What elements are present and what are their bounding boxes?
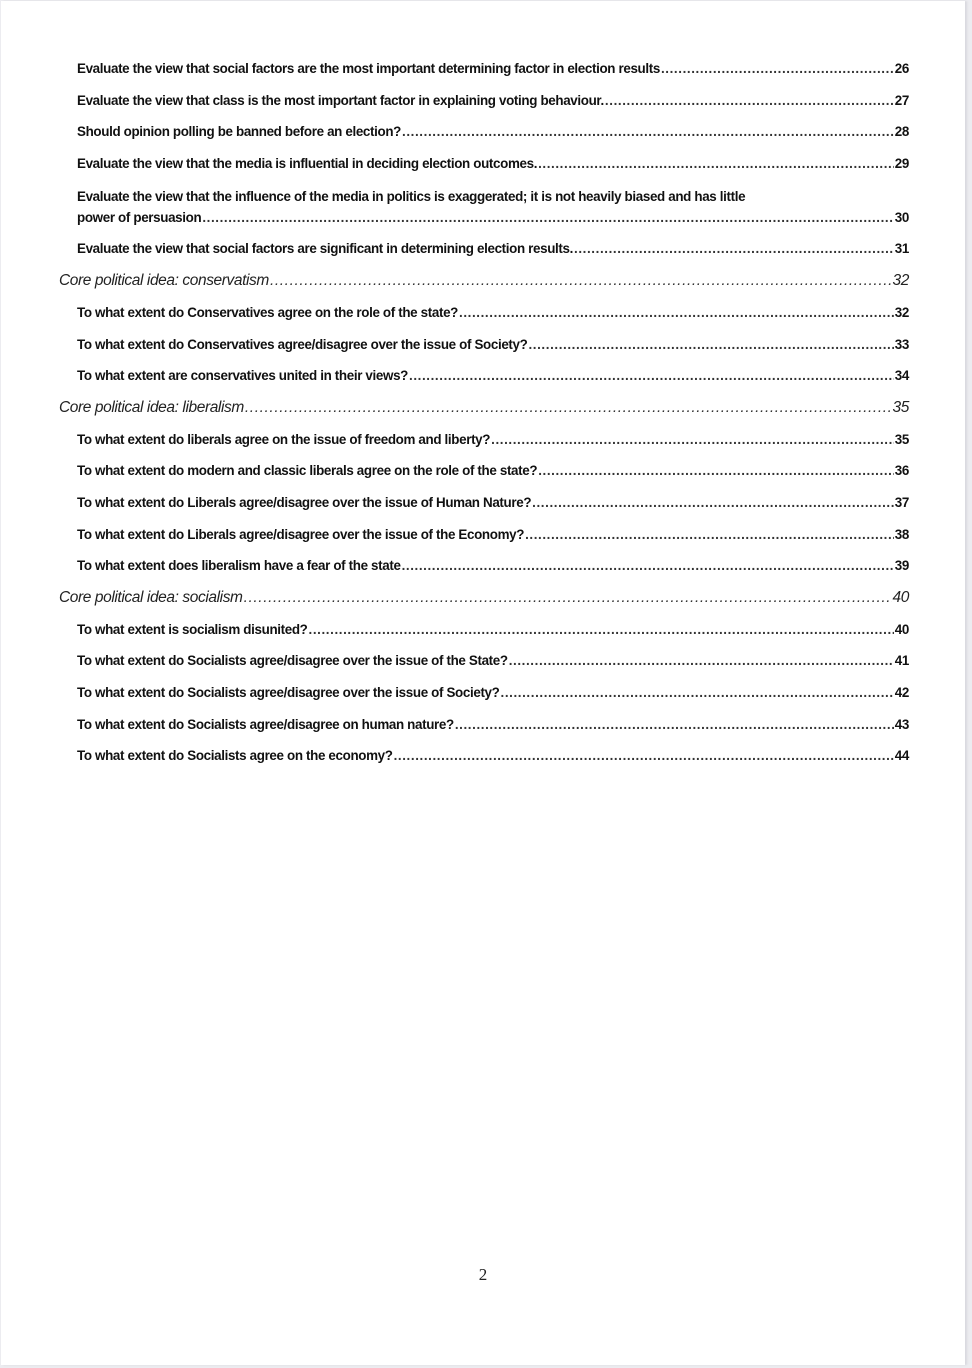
toc-entry-page: 40: [894, 621, 909, 637]
toc-entry-page: 39: [894, 558, 909, 574]
toc-entry-title: To what extent do Conservatives agree/disagree over the issue of Society?: [77, 336, 528, 352]
toc-entry-page: 41: [894, 653, 909, 669]
toc-entry[interactable]: [59, 715, 909, 735]
toc-entry-title: Evaluate the view that class is the most important factor in explaining voting behaviour.: [77, 92, 604, 108]
toc-entry-title: Evaluate the view that social factors are significant in determining election results.: [77, 241, 574, 257]
dot-leader: [574, 239, 894, 259]
toc-entry[interactable]: [59, 493, 909, 513]
toc-entry[interactable]: [59, 746, 909, 766]
toc-entry-title: To what extent do Socialists agree/disagree over the issue of the State?: [77, 653, 508, 669]
dot-leader: [528, 335, 893, 355]
toc-entry[interactable]: [59, 303, 909, 323]
dot-leader: [402, 122, 894, 142]
toc-entry-title: To what extent are conservatives united in their views?: [77, 368, 408, 384]
dot-leader: [605, 91, 894, 111]
toc-entry[interactable]: [59, 620, 909, 640]
dot-leader: [270, 271, 892, 291]
page-number: 2: [478, 1265, 488, 1284]
toc-entry-title: Evaluate the view that the media is influential in deciding election outcomes.: [77, 156, 538, 172]
toc-entry[interactable]: [59, 651, 909, 671]
toc-section-page: 35: [892, 398, 909, 416]
dot-leader: [245, 398, 892, 418]
toc-entry-page: 44: [894, 748, 909, 764]
toc-entry[interactable]: [59, 556, 909, 576]
toc-entry-title: To what extent does liberalism have a fear of the state: [77, 558, 401, 574]
dot-leader: [309, 620, 894, 640]
toc-entry-page: 33: [894, 336, 909, 352]
toc-section-heading[interactable]: [59, 398, 909, 418]
dot-leader: [532, 493, 894, 513]
dot-leader: [501, 683, 894, 703]
dot-leader: [525, 525, 894, 545]
dot-leader: [491, 430, 894, 450]
toc-entry-page: 42: [894, 685, 909, 701]
toc-entry[interactable]: [59, 525, 909, 545]
toc-entry-title-line2: power of persuasion: [77, 209, 202, 225]
toc-entry-title: To what extent do Liberals agree/disagree over the issue of Human Nature?: [77, 494, 532, 510]
toc-entry-title: To what extent do modern and classic liberals agree on the role of the state?: [77, 463, 538, 479]
dot-leader: [455, 715, 894, 735]
toc-entry-title-line1: Evaluate the view that the influence of the media in politics is exaggerated; it is not heavily biased and has little: [77, 188, 746, 204]
toc-entry-page: 35: [894, 431, 909, 447]
toc-entry-page: 43: [894, 716, 909, 732]
toc-entry-page: 32: [894, 304, 909, 320]
table-of-contents: [59, 59, 909, 778]
toc-entry-page: 37: [894, 494, 909, 510]
toc-entry-page: 26: [894, 61, 909, 76]
toc-section-title: Core political idea: socialism: [59, 589, 243, 606]
toc-section-page: 32: [892, 272, 909, 290]
toc-entry-page: 31: [894, 241, 909, 257]
toc-entry-title: To what extent do Socialists agree/disagree on human nature?: [77, 716, 454, 732]
toc-section-page: 40: [892, 589, 909, 606]
dot-leader: [459, 303, 894, 323]
toc-entry-title: To what extent do Liberals agree/disagree over the issue of the Economy?: [77, 526, 525, 542]
toc-section-title: Core political idea: liberalism: [59, 398, 244, 416]
dot-leader: [509, 651, 894, 671]
toc-entry-title: Should opinion polling be banned before an election?: [77, 124, 402, 140]
toc-entry-title: To what extent do Conservatives agree on the role of the state?: [77, 304, 458, 320]
toc-entry[interactable]: [59, 122, 909, 142]
toc-entry-page: 30: [894, 209, 909, 225]
dot-leader: [538, 154, 894, 174]
toc-section-title: Core political idea: conservatism: [59, 272, 269, 290]
dot-leader: [538, 461, 894, 481]
toc-entry[interactable]: [59, 683, 909, 703]
document-page: [1, 1, 965, 1365]
dot-leader: [409, 366, 894, 386]
dot-leader: [402, 556, 894, 576]
dot-leader: [244, 588, 892, 608]
toc-entry[interactable]: [59, 461, 909, 481]
toc-entry-title: Evaluate the view that social factors are the most important determining factor in election results: [77, 61, 660, 76]
toc-entry-title: To what extent do liberals agree on the issue of freedom and liberty?: [77, 431, 491, 447]
toc-entry[interactable]: [59, 186, 909, 228]
toc-entry[interactable]: [59, 59, 909, 79]
toc-entry[interactable]: [59, 335, 909, 355]
toc-section-heading[interactable]: [59, 588, 909, 608]
toc-entry-page: 27: [894, 92, 909, 108]
toc-entry-page: 28: [894, 124, 909, 140]
dot-leader: [202, 207, 893, 228]
toc-section-heading[interactable]: [59, 271, 909, 291]
toc-entry-page: 34: [894, 368, 909, 384]
toc-entry-page: 38: [894, 526, 909, 542]
toc-entry-title: To what extent is socialism disunited?: [77, 621, 308, 637]
toc-entry[interactable]: [59, 154, 909, 174]
toc-entry[interactable]: [59, 366, 909, 386]
dot-leader: [661, 59, 894, 79]
toc-entry-title: To what extent do Socialists agree/disagree over the issue of Society?: [77, 685, 500, 701]
dot-leader: [394, 746, 894, 766]
toc-entry-page: 29: [894, 156, 909, 172]
toc-entry[interactable]: [59, 430, 909, 450]
toc-entry[interactable]: [59, 239, 909, 259]
toc-entry[interactable]: [59, 91, 909, 111]
toc-entry-title: To what extent do Socialists agree on the economy?: [77, 748, 393, 764]
toc-entry-page: 36: [894, 463, 909, 479]
